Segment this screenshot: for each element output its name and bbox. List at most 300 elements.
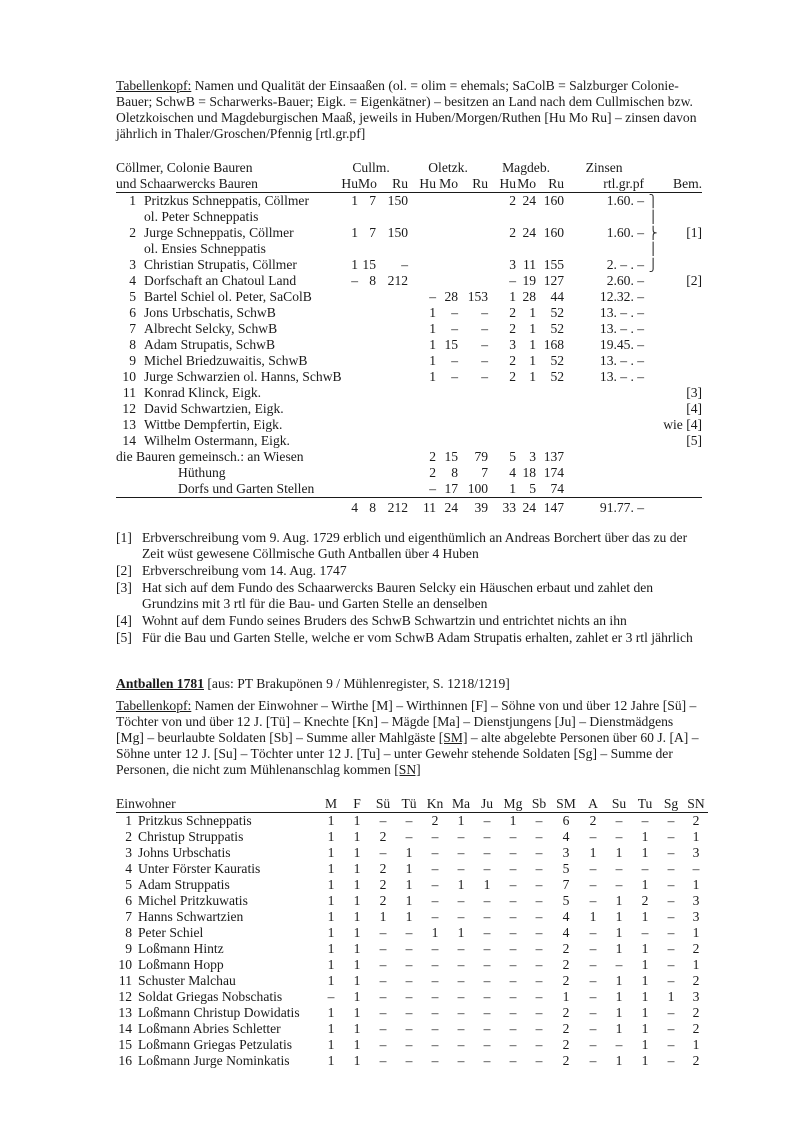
remark-value	[662, 289, 702, 305]
cell-ju: –	[483, 941, 491, 956]
row-name: Christian Strupatis, Cöllmer	[144, 257, 297, 272]
footnote	[116, 630, 702, 646]
row-number: 16	[118, 1053, 132, 1068]
footnote-text: Für die Bau und Garten Stelle, welche er vom SchwB Adam Strupatis erhalten, zahlet er 3 rtl jährlich	[142, 630, 693, 645]
cell-sü: 2	[379, 829, 387, 844]
cell-sm: 2	[562, 1053, 570, 1068]
oletzk-value: –	[451, 369, 459, 384]
cell-a: –	[589, 1021, 597, 1036]
spacer	[116, 498, 334, 517]
oletzk-value	[458, 385, 488, 401]
zinsen-value: 13. – . –	[599, 305, 645, 320]
remark-value: [1]	[686, 225, 703, 240]
cell-f: 1	[353, 893, 361, 908]
cell-sg: –	[667, 1037, 675, 1052]
cell-f: 1	[353, 845, 361, 860]
spacer	[376, 241, 408, 257]
cell-sn: 2	[692, 813, 700, 828]
common-row	[116, 449, 702, 465]
oletzk-value: 7	[481, 465, 489, 480]
cell-sm: 6	[562, 813, 570, 828]
cell-m: 1	[327, 925, 335, 940]
cell-sg: –	[667, 957, 675, 972]
oletzk-value: 153	[467, 289, 489, 304]
cell-su: 1	[615, 925, 623, 940]
magdeb-value: 28	[522, 289, 537, 304]
column-header-name-2: und Schaarwercks Bauren	[116, 176, 334, 193]
unit-header-ru-c: Ru	[376, 176, 408, 193]
cell-sg: –	[667, 925, 675, 940]
row-name: Michel Briedzuwaitis, SchwB	[144, 353, 308, 368]
cell-ma: –	[457, 893, 465, 908]
spacer	[536, 241, 564, 257]
cullm-value	[358, 305, 376, 321]
cell-sb: –	[535, 813, 543, 828]
row-name: Adam Struppatis	[138, 877, 230, 892]
cell-tü: 1	[405, 909, 413, 924]
total-zinsen: 91.77. –	[564, 498, 644, 517]
spacer	[644, 498, 662, 517]
column-header-magdeb: Magdeb.	[502, 160, 551, 175]
cell-ma: –	[457, 861, 465, 876]
cell-sb: –	[535, 941, 543, 956]
remark-value	[662, 257, 702, 273]
row-name: Pritzkus Schneppatis, Cöllmer	[144, 193, 309, 208]
remark-value: [2]	[686, 273, 703, 288]
spacer	[376, 465, 408, 481]
cell-f: 1	[353, 989, 361, 1004]
cell-sm: 3	[562, 845, 570, 860]
oletzk-value	[408, 273, 436, 289]
column-header-f: F	[344, 796, 370, 813]
oletzk-value: 15	[444, 337, 459, 352]
magdeb-value: 52	[550, 321, 565, 336]
cell-ma: –	[457, 989, 465, 1004]
cullm-value	[358, 369, 376, 385]
magdeb-value: 24	[522, 193, 537, 208]
spacer	[116, 241, 136, 257]
table-row	[116, 225, 702, 241]
magdeb-value	[536, 417, 564, 433]
cell-mg: 1	[509, 813, 517, 828]
row-name: David Schwartzien, Eigk.	[144, 401, 284, 416]
oletzk-value: 1	[429, 305, 437, 320]
spacer	[458, 209, 488, 225]
cullm-value: 1	[351, 225, 359, 240]
table-row	[116, 257, 702, 273]
cell-su: 1	[615, 893, 623, 908]
total-cullm: 212	[376, 498, 408, 517]
magdeb-value: 3	[509, 257, 517, 272]
table-row	[116, 353, 702, 369]
brace-mark: ⎪	[648, 210, 658, 224]
table-row	[116, 305, 702, 321]
zinsen-value: 19.45. –	[599, 337, 645, 352]
intro-text: Namen und Qualität der Einsaaßen (ol. = olim = ehemals; SaColB = Salzburger Colonie-Bauer; SchwB = Scharwerks-Bauer; Eigk. = Eigenkätner) – besitzen an Land nach dem Cullmischen bzw. Oletzkoischen und Magdeburgischen Maaß, jeweils in Huben/Morgen/Ruthen [Hu Mo Ru] – zinsen davon jährlich in Thaler/Groschen/Pfennig [rtl.gr.pf]	[116, 78, 697, 141]
row-name: Loßmann Abries Schletter	[138, 1021, 281, 1036]
column-header-bem: Bem.	[662, 176, 702, 193]
spacer	[536, 209, 564, 225]
cell-a: 1	[589, 845, 597, 860]
oletzk-value	[408, 193, 436, 210]
spacer	[334, 481, 358, 498]
cell-sü: –	[379, 1037, 387, 1052]
spacer	[662, 498, 702, 517]
cell-ma: –	[457, 829, 465, 844]
cell-mg: –	[509, 909, 517, 924]
cullm-value	[358, 353, 376, 369]
row-number: 6	[125, 893, 132, 908]
cell-sn: –	[692, 861, 700, 876]
zinsen-value: 1.60. –	[606, 225, 645, 240]
cell-su: –	[615, 829, 623, 844]
cell-sb: –	[535, 925, 543, 940]
cell-m: 1	[327, 1053, 335, 1068]
cullm-value: 8	[369, 273, 377, 288]
cell-kn: –	[431, 1005, 439, 1020]
oletzk-value	[436, 273, 458, 289]
cell-a: –	[589, 829, 597, 844]
cell-su: 1	[615, 1021, 623, 1036]
cell-a: –	[589, 893, 597, 908]
cell-sb: –	[535, 909, 543, 924]
cullm-value	[334, 385, 358, 401]
cell-a: 1	[589, 909, 597, 924]
oletzk-value: –	[429, 481, 437, 496]
cell-tu: 1	[641, 941, 649, 956]
inhabitants-table	[116, 796, 708, 1069]
oletzk-value	[408, 401, 436, 417]
cullm-value	[358, 433, 376, 449]
spacer	[644, 465, 662, 481]
table-row	[116, 989, 708, 1005]
magdeb-value: 160	[543, 225, 565, 240]
cell-a: –	[589, 941, 597, 956]
cell-sg: –	[667, 1021, 675, 1036]
spacer	[488, 241, 516, 257]
column-header-rtl: rtl.gr.pf	[564, 176, 644, 193]
spacer	[376, 449, 408, 465]
document-page	[116, 78, 705, 1069]
oletzk-value: 1	[429, 337, 437, 352]
row-number: 5	[125, 877, 132, 892]
cell-sb: –	[535, 861, 543, 876]
cell-tü: –	[405, 813, 413, 828]
cell-ma: –	[457, 1053, 465, 1068]
magdeb-value: 52	[550, 353, 565, 368]
column-header-mg: Mg	[500, 796, 526, 813]
row-name: Loßmann Hintz	[138, 941, 224, 956]
oletzk-value	[408, 417, 436, 433]
column-header-ju: Ju	[474, 796, 500, 813]
cell-ju: –	[483, 1021, 491, 1036]
total-oletzk: 39	[458, 498, 488, 517]
oletzk-value	[436, 417, 458, 433]
magdeb-value	[516, 385, 536, 401]
spacer	[408, 241, 436, 257]
table-row	[116, 1037, 708, 1053]
common-row	[116, 465, 702, 481]
row-number: 7	[125, 909, 132, 924]
spacer	[644, 160, 662, 176]
row-number: 4	[125, 861, 132, 876]
oletzk-value: –	[451, 305, 459, 320]
row-number: 6	[129, 305, 136, 320]
footnote-key: [3]	[116, 580, 132, 595]
table-row	[116, 893, 708, 909]
cell-f: 1	[353, 909, 361, 924]
cell-tü: –	[405, 1053, 413, 1068]
cullm-value	[334, 337, 358, 353]
zinsen-value: 13. – . –	[599, 369, 645, 384]
cell-tu: –	[641, 925, 649, 940]
spacer	[662, 160, 702, 176]
cell-sn: 2	[692, 1005, 700, 1020]
cullm-value	[334, 289, 358, 305]
section-source: [aus: PT Brakupönen 9 / Mühlenregister, S. 1218/1219]	[204, 676, 510, 691]
spacer	[644, 176, 662, 193]
table-row	[116, 861, 708, 877]
common-row	[116, 481, 702, 498]
magdeb-value: 5	[509, 449, 517, 464]
row-number: 8	[125, 925, 132, 940]
cullm-value: 7	[369, 225, 377, 240]
cullm-value	[358, 321, 376, 337]
sum-row	[116, 498, 702, 517]
cell-m: 1	[327, 813, 335, 828]
spacer	[564, 209, 644, 225]
column-header-oletzk: Oletzk.	[428, 160, 468, 175]
footnote-text: Erbverschreibung vom 14. Aug. 1747	[142, 563, 347, 578]
cell-ju: –	[483, 1005, 491, 1020]
spacer	[358, 241, 376, 257]
cell-tu: 1	[641, 1021, 649, 1036]
column-header-einwohner: Einwohner	[116, 796, 318, 813]
cell-a: –	[589, 1053, 597, 1068]
brace-mark: ⎬	[648, 226, 658, 240]
cell-su: –	[615, 861, 623, 876]
row-number: 8	[129, 337, 136, 352]
magdeb-value: 19	[522, 273, 537, 288]
column-header-ma: Ma	[448, 796, 474, 813]
zinsen-value	[564, 385, 644, 401]
oletzk-value	[458, 225, 488, 241]
cell-sb: –	[535, 957, 543, 972]
brace-mark	[644, 305, 662, 321]
cell-ju: 1	[483, 877, 491, 892]
cell-sü: –	[379, 1053, 387, 1068]
cell-sb: –	[535, 845, 543, 860]
brace-mark	[644, 433, 662, 449]
spacer	[436, 241, 458, 257]
row-number: 11	[118, 973, 132, 988]
footnote-key: [1]	[116, 530, 132, 545]
row-number: 1	[129, 193, 136, 208]
row-number: 2	[125, 829, 132, 844]
cell-a: –	[589, 957, 597, 972]
cell-sü: –	[379, 925, 387, 940]
cell-sü: –	[379, 845, 387, 860]
magdeb-value	[488, 433, 516, 449]
table-row	[116, 957, 708, 973]
oletzk-value	[436, 193, 458, 210]
row-number: 9	[129, 353, 136, 368]
column-header-a: A	[580, 796, 606, 813]
spacer	[488, 209, 516, 225]
cell-kn: –	[431, 861, 439, 876]
oletzk-value: 28	[444, 289, 459, 304]
cell-sü: –	[379, 941, 387, 956]
cullm-value	[376, 417, 408, 433]
table-row	[116, 813, 708, 830]
cell-ju: –	[483, 957, 491, 972]
magdeb-value: –	[509, 273, 517, 288]
cell-kn: –	[431, 1053, 439, 1068]
row-name: Adam Strupatis, SchwB	[144, 337, 276, 352]
zinsen-value: 13. – . –	[599, 353, 645, 368]
magdeb-value	[536, 401, 564, 417]
spacer	[516, 209, 536, 225]
remark-value	[662, 369, 702, 385]
cell-sm: 2	[562, 1021, 570, 1036]
spacer	[564, 481, 644, 498]
remark-value: [3]	[686, 385, 703, 400]
oletzk-value	[436, 401, 458, 417]
cell-sg: 1	[667, 989, 675, 1004]
cullm-value	[358, 417, 376, 433]
magdeb-value: 1	[529, 321, 537, 336]
cell-tü: 1	[405, 845, 413, 860]
cell-a: –	[589, 973, 597, 988]
cell-f: 1	[353, 813, 361, 828]
spacer	[376, 481, 408, 498]
column-header-sg: Sg	[658, 796, 684, 813]
cell-ma: –	[457, 845, 465, 860]
brace-mark	[644, 385, 662, 401]
magdeb-value	[536, 385, 564, 401]
row-name: Jurge Schneppatis, Cöllmer	[144, 225, 294, 240]
oletzk-value: 17	[444, 481, 459, 496]
brace-mark: ⎫	[648, 194, 658, 208]
column-header-sb: Sb	[526, 796, 552, 813]
cell-m: 1	[327, 957, 335, 972]
footnote	[116, 563, 702, 579]
total-oletzk: 11	[408, 498, 436, 517]
footnote-text: Wohnt auf dem Fundo seines Bruders des SchwB Schwartzin und entrichtet nichts an ihn	[142, 613, 627, 628]
cell-tü: –	[405, 1037, 413, 1052]
table-row	[116, 829, 708, 845]
brace-mark: ⎪	[648, 242, 658, 256]
total-oletzk: 24	[436, 498, 458, 517]
cell-a: –	[589, 861, 597, 876]
oletzk-value	[408, 257, 436, 273]
cell-ma: –	[457, 1005, 465, 1020]
cell-mg: –	[509, 925, 517, 940]
row-number: 10	[122, 369, 136, 384]
cell-mg: –	[509, 1021, 517, 1036]
cullm-value: 212	[387, 273, 409, 288]
cell-sm: 2	[562, 1005, 570, 1020]
table-row	[116, 337, 702, 353]
cell-sü: –	[379, 813, 387, 828]
table-row	[116, 385, 702, 401]
cell-su: –	[615, 1037, 623, 1052]
magdeb-value: 3	[509, 337, 517, 352]
brace-mark	[644, 337, 662, 353]
oletzk-value	[436, 225, 458, 241]
cell-su: 1	[615, 941, 623, 956]
magdeb-value: 1	[509, 481, 517, 496]
row-number: 9	[125, 941, 132, 956]
cell-su: 1	[615, 909, 623, 924]
zinsen-value: 2. – . –	[606, 257, 645, 272]
oletzk-value: 1	[429, 369, 437, 384]
cell-tü: –	[405, 989, 413, 1004]
magdeb-value: 18	[522, 465, 537, 480]
cell-sb: –	[535, 1005, 543, 1020]
cell-kn: –	[431, 973, 439, 988]
row-name: Jons Urbschatis, SchwB	[144, 305, 276, 320]
oletzk-value	[458, 193, 488, 210]
magdeb-value: 174	[543, 465, 565, 480]
row-name: Christup Struppatis	[138, 829, 244, 844]
cell-f: 1	[353, 1037, 361, 1052]
intro-label: Tabellenkopf:	[116, 78, 192, 93]
spacer	[662, 449, 702, 465]
table-row	[116, 193, 702, 210]
row-name: Johns Urbschatis	[138, 845, 231, 860]
cullm-value: 7	[369, 193, 377, 208]
magdeb-value: 11	[522, 257, 537, 272]
zinsen-value	[564, 401, 644, 417]
oletzk-value	[408, 385, 436, 401]
cell-m: 1	[327, 909, 335, 924]
table-row	[116, 845, 708, 861]
cell-sb: –	[535, 893, 543, 908]
cullm-value	[376, 385, 408, 401]
oletzk-value: –	[481, 321, 489, 336]
oletzk-value: –	[451, 353, 459, 368]
cell-tü: –	[405, 1021, 413, 1036]
magdeb-value: 24	[522, 225, 537, 240]
cullm-value	[334, 417, 358, 433]
cell-tu: 1	[641, 877, 649, 892]
cell-ju: –	[483, 845, 491, 860]
cell-tü: 1	[405, 861, 413, 876]
cell-tu: 1	[641, 973, 649, 988]
cell-kn: –	[431, 877, 439, 892]
column-header-tü: Tü	[396, 796, 422, 813]
cell-m: 1	[327, 973, 335, 988]
cell-ju: –	[483, 909, 491, 924]
table-row	[116, 433, 702, 449]
cell-sn: 2	[692, 1053, 700, 1068]
table-row-sub	[116, 241, 702, 257]
cullm-value	[376, 337, 408, 353]
magdeb-value	[536, 433, 564, 449]
cell-sg: –	[667, 829, 675, 844]
spacer	[662, 241, 702, 257]
cullm-value	[358, 337, 376, 353]
cell-ma: 1	[457, 925, 465, 940]
cullm-value	[334, 433, 358, 449]
cell-ju: –	[483, 829, 491, 844]
cell-m: 1	[327, 893, 335, 908]
cell-su: 1	[615, 989, 623, 1004]
cell-kn: 2	[431, 813, 439, 828]
table-row	[116, 925, 708, 941]
oletzk-value: –	[429, 289, 437, 304]
